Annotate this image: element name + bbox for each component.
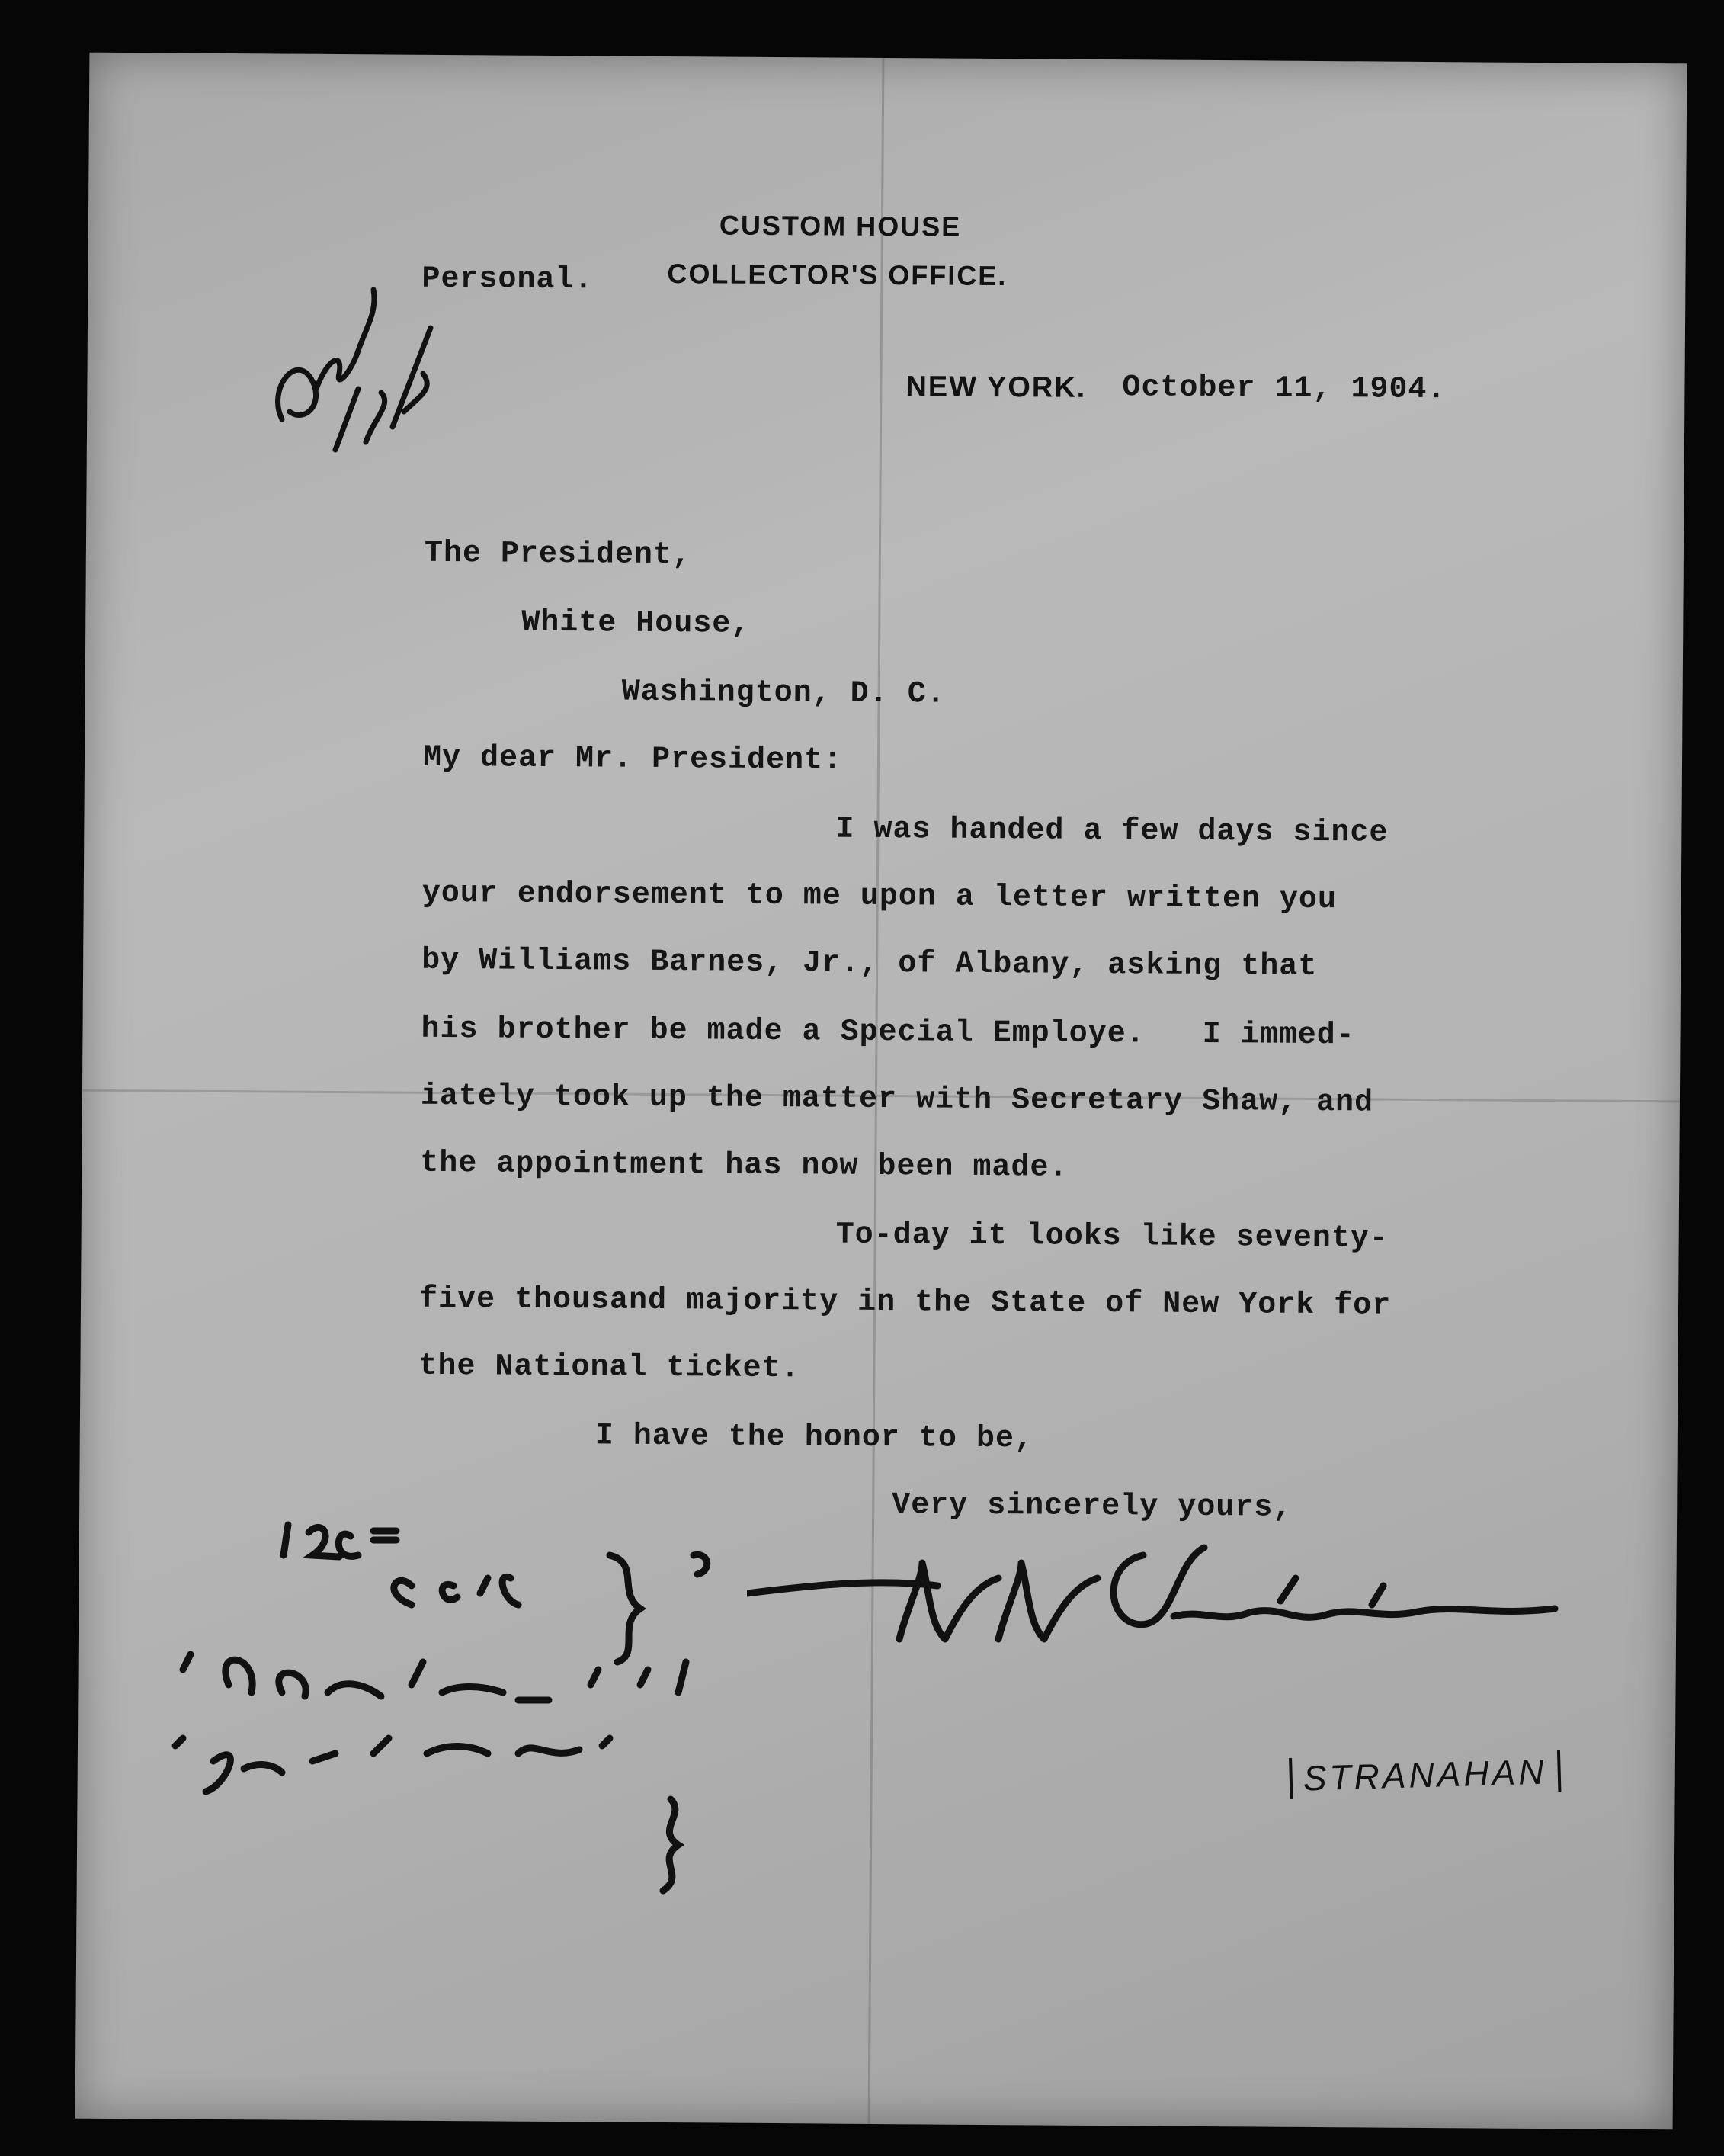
closing-line1: I have the honor to be,	[594, 1419, 1034, 1457]
letter-date: October 11, 1904.	[1122, 371, 1447, 408]
body-line: his brother be made a Special Employe. I immed-	[421, 1012, 1355, 1054]
signature-stamp: STRANAHAN	[1289, 1750, 1561, 1799]
shorthand-notes	[152, 1510, 838, 1936]
recipient-place: White House,	[521, 605, 751, 642]
letterhead-line1: CUSTOM HOUSE	[719, 209, 962, 242]
salutation: My dear Mr. President:	[422, 740, 843, 778]
body-line: your endorsement to me upon a letter written you	[421, 876, 1338, 918]
letterhead-line2: COLLECTOR'S OFFICE.	[667, 258, 1008, 292]
body-line: five thousand majority in the State of New York for	[418, 1282, 1392, 1323]
marginal-note-handwriting	[252, 259, 450, 488]
recipient-city: Washington, D. C.	[621, 675, 946, 712]
signature-handwriting	[747, 1532, 1601, 1700]
body-line: To-day it looks like seventy-	[835, 1218, 1389, 1256]
body-line: the National ticket.	[418, 1349, 800, 1387]
body-line: the appointment has now been made.	[420, 1146, 1069, 1185]
body-line: iately took up the matter with Secretary Shaw, and	[420, 1079, 1374, 1121]
letterhead-city: NEW YORK.	[905, 371, 1087, 404]
personal-mark: Personal.	[421, 261, 594, 298]
recipient-name: The President,	[424, 536, 692, 573]
body-line: I was handed a few days since	[835, 812, 1389, 851]
body-line: by Williams Barnes, Jr., of Albany, asking that	[421, 943, 1318, 984]
closing-line2: Very sincerely yours,	[892, 1488, 1293, 1526]
